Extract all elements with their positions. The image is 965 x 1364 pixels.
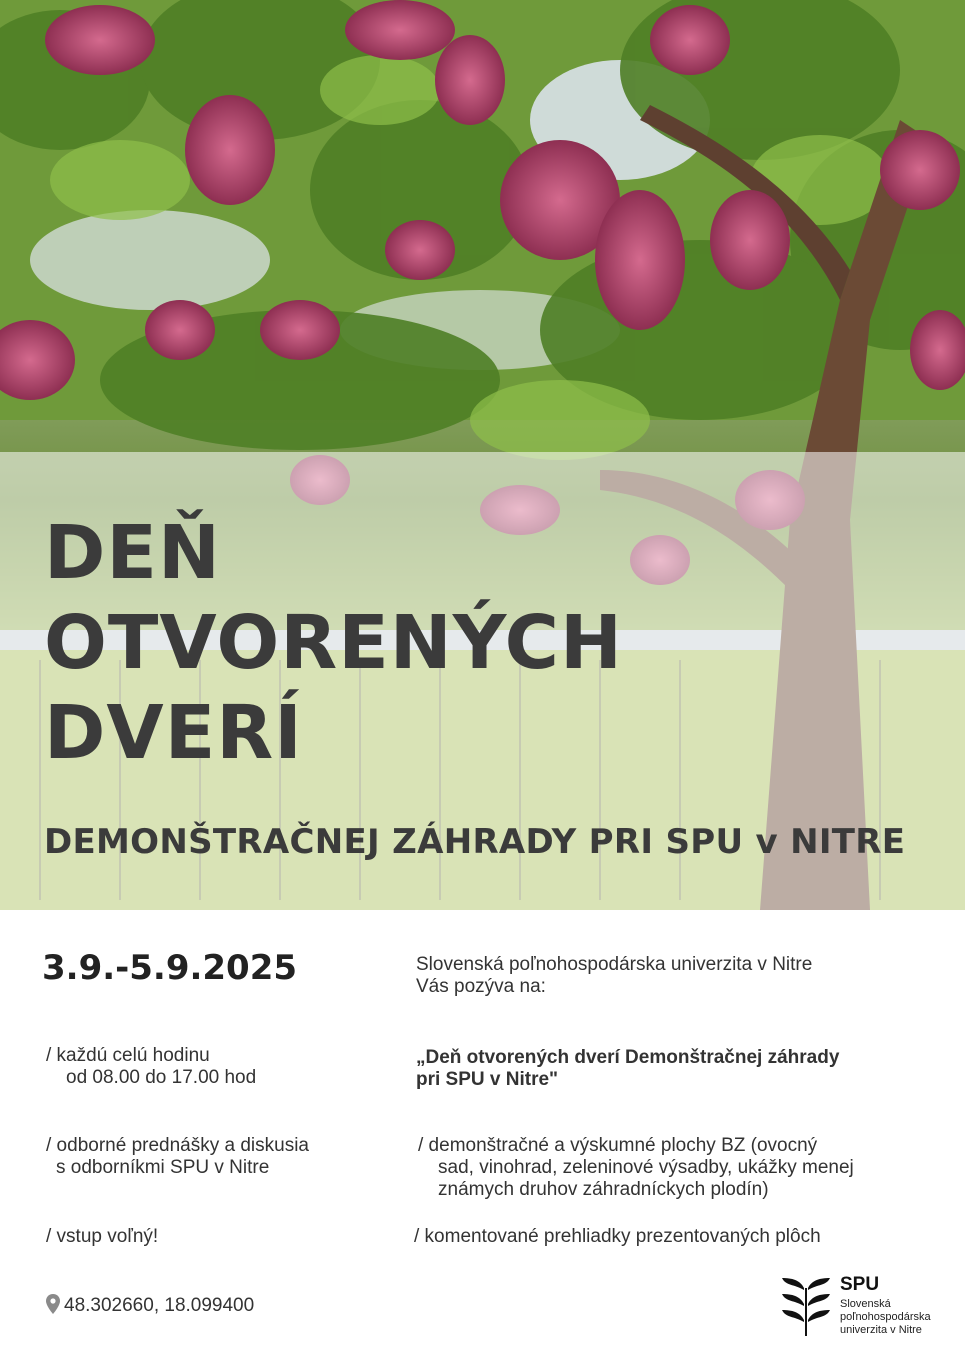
item-line: od 08.00 do 17.00 hod (66, 1067, 257, 1088)
title-line: OTVORENÝCH (44, 600, 623, 686)
logo-line: Slovenská (840, 1298, 891, 1310)
event-name-line: pri SPU v Nitre" (416, 1069, 559, 1090)
right-item-tours (414, 1226, 821, 1248)
event-name (416, 1047, 839, 1091)
event-date: 3.9.-5.9.2025 (42, 948, 298, 988)
item-line: sad, vinohrad, zeleninové výsadby, ukážky menej (438, 1157, 854, 1178)
map-pin-icon (46, 1294, 60, 1320)
event-subtitle: DEMONŠTRAČNEJ ZÁHRADY PRI SPU v NITRE (44, 822, 906, 862)
logo-line: poľnohospodárska (840, 1311, 931, 1323)
event-title (44, 508, 623, 778)
left-item-entry (46, 1226, 158, 1248)
left-item-lectures (46, 1135, 309, 1179)
logo-line: univerzita v Nitre (840, 1324, 922, 1336)
item-line: / každú celú hodinu (46, 1045, 210, 1066)
spu-logo (780, 1274, 950, 1338)
wheat-leaf-icon (780, 1274, 832, 1338)
event-name-line: „Deň otvorených dverí Demonštračnej záhrady (416, 1047, 840, 1068)
item-line: s odborníkmi SPU v Nitre (56, 1157, 270, 1178)
location (46, 1294, 254, 1320)
title-line: DVERÍ (44, 690, 303, 776)
invite-line: Vás pozýva na: (416, 976, 546, 997)
item-line: / demonštračné a výskumné plochy BZ (ovocný (418, 1135, 818, 1156)
logo-abbreviation: SPU (840, 1274, 880, 1295)
left-item-schedule (46, 1045, 256, 1089)
invite-line: Slovenská poľnohospodárska univerzita v Nitre (416, 954, 813, 975)
invitation (416, 954, 812, 998)
item-line: / odborné prednášky a diskusia (46, 1135, 309, 1156)
right-item-areas (418, 1135, 854, 1201)
item-line: / komentované prehliadky prezentovaných plôch (414, 1226, 821, 1247)
item-line: známych druhov záhradníckych plodín) (438, 1179, 769, 1200)
title-line: DEŇ (44, 510, 221, 596)
item-line: / vstup voľný! (46, 1226, 159, 1247)
logo-fullname (840, 1298, 931, 1337)
coordinates-text: 48.302660, 18.099400 (64, 1295, 255, 1316)
